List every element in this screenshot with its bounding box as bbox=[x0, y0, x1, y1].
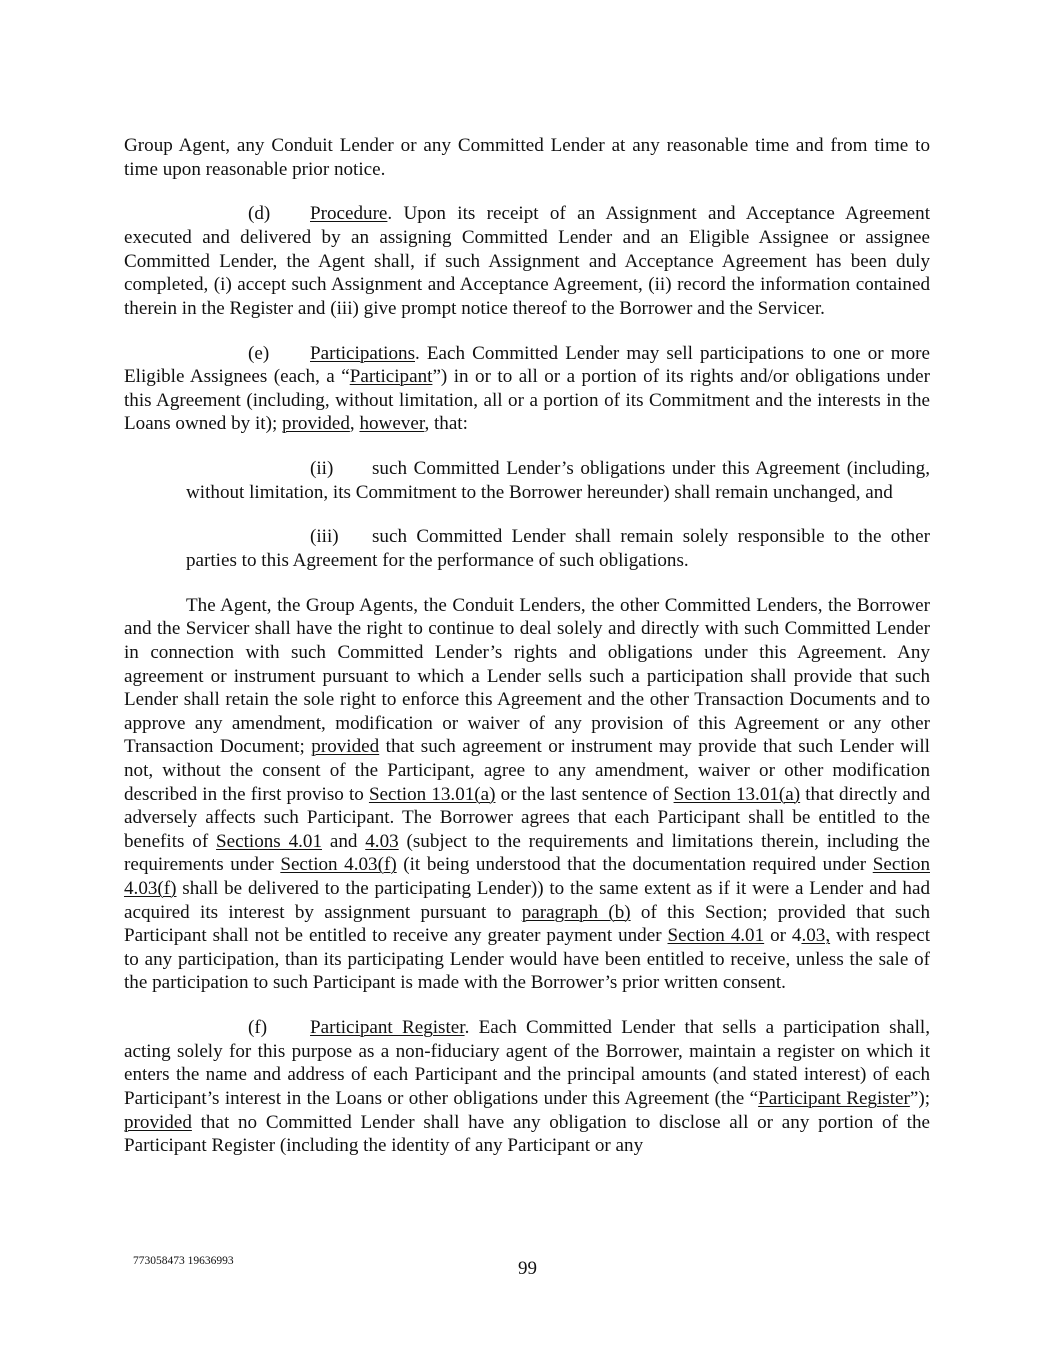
section-reference: paragraph (b) bbox=[521, 901, 631, 923]
subparagraph-marker: (ii) bbox=[310, 458, 334, 480]
paragraph-marker: (e) bbox=[248, 342, 270, 364]
page-number: 99 bbox=[518, 1258, 537, 1279]
section-reference: Section 13.01(a) bbox=[673, 783, 801, 805]
section-reference: Section 4.03(f) bbox=[280, 854, 397, 876]
heading-procedure: Procedure bbox=[310, 203, 388, 225]
subparagraph-marker: (iii) bbox=[310, 526, 339, 548]
paragraph-d: (d) Procedure. Upon its receipt of an Assignment and Acceptance Agreement executed and delivered by an assigning Committed Lender and an Eligible Assignee or assignee Committed Lender, the Agent shall, if such Assignment and Acceptance Agreement has been duly completed, (i) accept such Assignment and Acceptance Agreement, (ii) record the information contained therein in the Register and (iii) give prompt notice thereof to the Borrower and the Servicer. bbox=[124, 203, 930, 319]
paragraph-e: (e) Participations. Each Committed Lender may sell participations to one or more Eligible Assignees (each, a “Participant”) in or to all or a portion of its rights and/or obligations under this Agreement (including, without limitation, all or a portion of its Commitment and the interests in the Loans owned by it); provided, however, that: bbox=[124, 342, 930, 435]
subparagraph-iii: (iii) such Committed Lender shall remain solely responsible to the other parties to this Agreement for the performance of such obligations. bbox=[186, 526, 930, 572]
paragraph-marker: (d) bbox=[248, 203, 271, 225]
section-reference: Section 4.01 bbox=[667, 925, 765, 947]
document-id: 773058473 19636993 bbox=[133, 1255, 234, 1267]
document-page bbox=[124, 134, 930, 1179]
paragraph-f: (f) Participant Register. Each Committed Lender that sells a participation shall, acting solely for this purpose as a non-fiduciary agent of the Borrower, maintain a register on which it enters the name and address of each Participant and the principal amounts (and stated interest) of each Participant’s interest in the Loans or other obligations under this Agreement (the “Participant Register”); provided that no Committed Lender shall have any obligation to disclose all or any portion of the Participant Register (including the identity of any Participant or any bbox=[124, 1017, 930, 1157]
defined-term-participant-register: Participant Register bbox=[758, 1087, 910, 1109]
section-reference: Section 13.01(a) bbox=[368, 783, 496, 805]
heading-participant-register: Participant Register bbox=[310, 1017, 465, 1039]
paragraph-marker: (f) bbox=[248, 1017, 268, 1039]
heading-participations: Participations bbox=[310, 342, 415, 364]
continuation-paragraph: Group Agent, any Conduit Lender or any Committed Lender at any reasonable time and from time to time upon reasonable prior notice. bbox=[124, 135, 930, 180]
paragraph-agent-rights: The Agent, the Group Agents, the Conduit Lenders, the other Committed Lenders, the Borrower and the Servicer shall have the right to continue to deal solely and directly with such Committed Lender in connection with such Committed Lender’s rights and obligations under this Agreement. Any agreement or instrument pursuant to which a Lender sells such a participation shall provide that such Lender shall retain the sole right to enforce this Agreement and the other Transaction Documents and to approve any amendment, modification or waiver of any provision of this Agreement or any other Transaction Document; provided that such agreement or instrument may provide that such Lender will not, without the consent of the Participant, agree to any amendment, waiver or other modification described in the first proviso to Section 13.01(a) or the last sentence of Section 13.01(a) that directly and adversely affects such Participant. The Borrower agrees that each Participant shall be entitled to the benefits of Sections 4.01 and 4.03 (subject to the requirements and limitations therein, including the requirements under Section 4.03(f) (it being understood that the documentation required under Section 4.03(f) shall be delivered to the participating Lender)) to the same extent as if it were a Lender and had acquired its interest by assignment pursuant to paragraph (b) of this Section; provided that such Participant shall not be entitled to receive any greater payment under Section 4.01 or 4.03, with respect to any participation, than its participating Lender would have been entitled to receive, unless the sale of the participation to such Participant is made with the Borrower’s prior written consent. bbox=[124, 594, 930, 994]
defined-term-participant: Participant bbox=[349, 366, 433, 388]
section-reference: .03, bbox=[801, 925, 831, 947]
subparagraph-ii: (ii) such Committed Lender’s obligations under this Agreement (including, without limitation, its Commitment to the Borrower hereunder) shall remain unchanged, and bbox=[186, 458, 930, 503]
section-reference: Sections 4.01 bbox=[216, 830, 322, 852]
section-reference: Section 4.03(f) bbox=[124, 854, 930, 899]
section-reference: 4.03 bbox=[365, 830, 399, 852]
